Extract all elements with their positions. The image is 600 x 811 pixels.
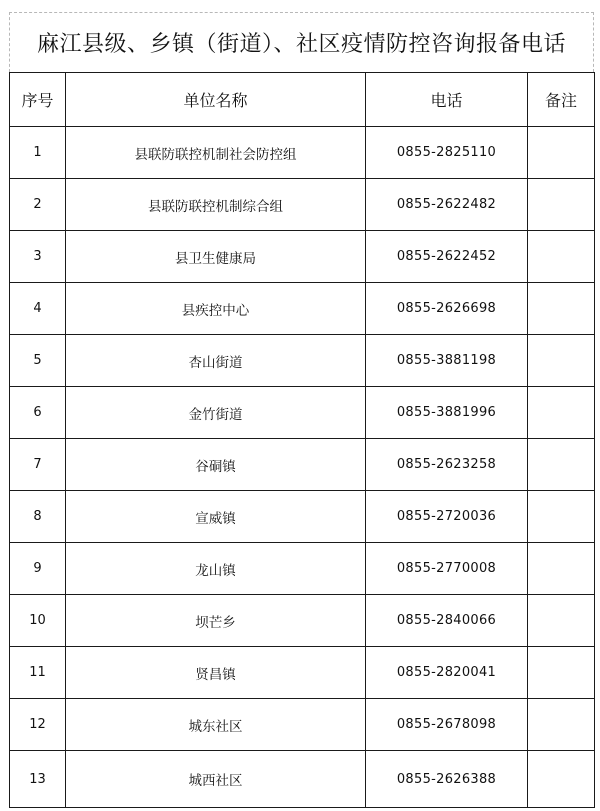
cell-unit: 城东社区 — [66, 699, 366, 751]
cell-phone: 0855-2820041 — [366, 647, 528, 699]
cell-remark — [528, 647, 595, 699]
cell-unit: 县联防联控机制社会防控组 — [66, 127, 366, 179]
table-row — [10, 491, 595, 543]
cell-index: 7 — [10, 439, 66, 491]
cell-remark — [528, 179, 595, 231]
cell-index: 5 — [10, 335, 66, 387]
table-row — [10, 387, 595, 439]
cell-unit: 谷硐镇 — [66, 439, 366, 491]
cell-unit: 金竹街道 — [66, 387, 366, 439]
cell-remark — [528, 699, 595, 751]
cell-index: 12 — [10, 699, 66, 751]
cell-phone: 0855-2622482 — [366, 179, 528, 231]
cell-index: 1 — [10, 127, 66, 179]
table-row — [10, 179, 595, 231]
contact-table — [9, 72, 595, 808]
table-row — [10, 751, 595, 808]
cell-remark — [528, 439, 595, 491]
cell-unit: 城西社区 — [66, 751, 366, 808]
cell-index: 3 — [10, 231, 66, 283]
cell-index: 8 — [10, 491, 66, 543]
cell-phone: 0855-2678098 — [366, 699, 528, 751]
cell-unit: 坝芒乡 — [66, 595, 366, 647]
cell-remark — [528, 751, 595, 808]
cell-remark — [528, 283, 595, 335]
cell-unit: 杏山街道 — [66, 335, 366, 387]
cell-index: 11 — [10, 647, 66, 699]
cell-remark — [528, 387, 595, 439]
cell-unit: 龙山镇 — [66, 543, 366, 595]
table-row — [10, 699, 595, 751]
cell-unit: 县疾控中心 — [66, 283, 366, 335]
cell-remark — [528, 491, 595, 543]
cell-phone: 0855-2720036 — [366, 491, 528, 543]
cell-phone: 0855-2623258 — [366, 439, 528, 491]
table-row — [10, 335, 595, 387]
cell-remark — [528, 231, 595, 283]
cell-index: 6 — [10, 387, 66, 439]
header-index: 序号 — [10, 73, 66, 127]
cell-phone: 0855-2626698 — [366, 283, 528, 335]
cell-unit: 宣威镇 — [66, 491, 366, 543]
cell-remark — [528, 543, 595, 595]
table-row — [10, 127, 595, 179]
cell-phone: 0855-2770008 — [366, 543, 528, 595]
cell-remark — [528, 595, 595, 647]
cell-remark — [528, 127, 595, 179]
header-remark: 备注 — [528, 73, 595, 127]
cell-remark — [528, 335, 595, 387]
header-phone: 电话 — [366, 73, 528, 127]
cell-unit: 贤昌镇 — [66, 647, 366, 699]
cell-phone: 0855-2626388 — [366, 751, 528, 808]
header-unit: 单位名称 — [66, 73, 366, 127]
cell-index: 2 — [10, 179, 66, 231]
table-row — [10, 283, 595, 335]
page-title: 麻江县级、乡镇（街道）、社区疫情防控咨询报备电话 — [9, 12, 594, 72]
cell-unit: 县卫生健康局 — [66, 231, 366, 283]
table-row — [10, 439, 595, 491]
cell-phone: 0855-2622452 — [366, 231, 528, 283]
table-row — [10, 543, 595, 595]
cell-index: 13 — [10, 751, 66, 808]
cell-index: 4 — [10, 283, 66, 335]
cell-index: 9 — [10, 543, 66, 595]
cell-index: 10 — [10, 595, 66, 647]
table-row — [10, 595, 595, 647]
cell-unit: 县联防联控机制综合组 — [66, 179, 366, 231]
cell-phone: 0855-3881198 — [366, 335, 528, 387]
cell-phone: 0855-2825110 — [366, 127, 528, 179]
table-row — [10, 231, 595, 283]
cell-phone: 0855-3881996 — [366, 387, 528, 439]
cell-phone: 0855-2840066 — [366, 595, 528, 647]
table-header-row — [10, 73, 595, 127]
table-row — [10, 647, 595, 699]
